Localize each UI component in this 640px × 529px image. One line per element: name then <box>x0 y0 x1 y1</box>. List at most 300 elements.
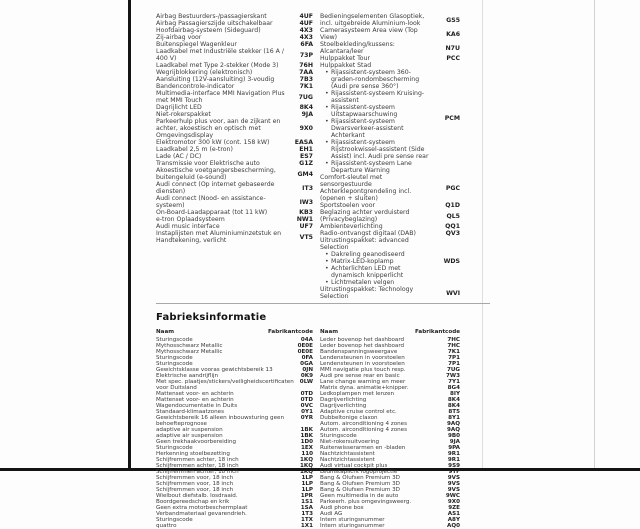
factory-item-name: Lendensteunen in voorstoelen <box>320 360 405 367</box>
equipment-item-body <box>156 34 291 41</box>
table-header-row <box>156 329 313 335</box>
factory-item-name: Dagrijverlichting <box>320 396 367 403</box>
factory-item-name: Lane change warning en meer <box>320 378 406 385</box>
equipment-item <box>156 104 313 111</box>
factory-item-name: Dagrijverlichting <box>320 402 367 409</box>
factory-item-name: Matrix dyna. animatie+knipper. <box>320 384 409 391</box>
equipment-item <box>156 146 313 153</box>
equipment-item-label: Transmissie voor Elektrische auto <box>156 160 260 167</box>
equipment-item-label: Beglazing achter verduisterd (Privacybeglazing) <box>320 209 410 223</box>
equipment-item-label: Audi connect (Nood- en assistance-systeem) <box>156 195 266 209</box>
factory-item-name: Sturingscode <box>320 432 357 439</box>
equipment-item <box>320 223 460 230</box>
equipment-item-body <box>156 223 291 230</box>
bullet-item: • Matrix-LED-koplamp <box>324 258 435 265</box>
factory-item-code: 0E0E <box>297 342 313 349</box>
equipment-item <box>156 13 313 20</box>
equipment-item-code: GM4 <box>297 170 313 178</box>
equipment-item-code: PGC <box>445 184 460 192</box>
factory-item-name: Autom. airconditioning 4 zones <box>320 426 408 433</box>
factory-item-code: 7K1 <box>447 348 460 355</box>
equipment-item-body <box>320 209 438 223</box>
factory-item-code: 9B0 <box>447 432 460 439</box>
factory-item-code: 1SA <box>300 504 313 511</box>
equipment-item-code: UF7 <box>299 223 313 230</box>
equipment-item-label: Stoelbekleding/kussens: Alcantara/leer <box>320 41 395 55</box>
equipment-item <box>156 139 313 146</box>
factory-item-name: Adaptive cruise control etc. <box>320 408 397 415</box>
factory-item-name: Met spec. plaatjes/stickers/veiligheidscertificaten voor Duitsland <box>156 378 294 391</box>
equipment-item <box>156 118 313 139</box>
factory-item-code: 0Y1 <box>301 408 313 415</box>
bullet-item: • Rijassistent-systeem Kruising-assistent <box>324 90 435 104</box>
equipment-item-label: Sportstoelen voor <box>320 202 376 209</box>
equipment-item <box>156 209 313 216</box>
factory-item-name: Leder bovenop het dashboard <box>320 342 405 349</box>
equipment-item-label: Bandencontrole-indicator <box>156 83 235 90</box>
equipment-item <box>320 209 460 223</box>
equipment-item-body <box>320 202 438 209</box>
factory-info-left-table <box>156 329 313 529</box>
bullet-item: • Lichtmetalen velgen <box>324 279 435 286</box>
equipment-sub-list <box>320 69 435 174</box>
equipment-item-body <box>156 153 291 160</box>
equipment-item-code: 4UF <box>299 13 313 20</box>
equipment-item-label: Audi connect (Op internet gebaseerde diensten) <box>156 181 275 195</box>
equipment-item-body <box>320 62 438 174</box>
factory-item-code: 7Y1 <box>448 378 460 385</box>
equipment-item-label: Laadkabel met Industriële stekker (16 A / 400 V) <box>156 48 284 62</box>
factory-item-code: 04A <box>300 336 313 343</box>
factory-item-name: Autom. airconditioning 4 zones <box>320 420 408 427</box>
equipment-item-label: Wegrijblokkering (elektronisch) <box>156 69 253 76</box>
section-divider <box>156 303 490 304</box>
factory-item-code: 9AQ <box>447 420 460 427</box>
factory-item-code: 9TF <box>448 468 460 475</box>
equipment-item-body <box>320 27 438 41</box>
equipment-item-body <box>320 237 438 286</box>
equipment-item <box>156 167 313 181</box>
factory-item-code: 9VS <box>447 474 460 481</box>
factory-item-name: Nachtzichtassistent <box>320 456 375 463</box>
factory-item-code: 8G4 <box>447 384 460 391</box>
factory-item-code: 0K9 <box>300 372 313 379</box>
equipment-item-code: KB3 <box>299 209 313 216</box>
factory-item-name: adaptive air suspension <box>156 432 223 439</box>
factory-item-code: 0GA <box>300 360 313 367</box>
factory-info-right-table <box>320 329 460 529</box>
factory-item-name: Audi virtual cockpit plus <box>320 462 388 469</box>
equipment-list <box>156 13 490 300</box>
equipment-item-label: Lade (AC / DC) <box>156 153 202 160</box>
factory-item-name: Bang & Olufsen Premium 3D <box>320 486 400 493</box>
equipment-item-code: 76H <box>299 62 313 69</box>
equipment-item-label: Comfort-sleutel met sensorgestuurde Achterklepontgrendeling incl. (openen + sluiten) <box>320 174 412 202</box>
factory-item-name: Bang & Olufsen Premium 3D <box>320 480 400 487</box>
equipment-item <box>156 83 313 90</box>
factory-item-name: Niet-rokersuitvoering <box>320 438 380 445</box>
factory-item-code: 1KQ <box>300 468 313 475</box>
equipment-item-code: WVI <box>446 289 460 297</box>
equipment-item-code: 4UF <box>299 20 313 27</box>
equipment-item-body <box>156 13 291 20</box>
equipment-item <box>156 195 313 209</box>
factory-item-name: Audi AG <box>320 510 343 517</box>
factory-item-code: 1EX <box>300 444 313 451</box>
equipment-item <box>156 223 313 230</box>
factory-item-code: 8K4 <box>447 396 460 403</box>
equipment-item-body <box>320 55 438 62</box>
equipment-item-code: QV3 <box>445 230 460 237</box>
factory-item-name: Schijfremmen voor, 18 inch <box>156 486 234 493</box>
equipment-item-label: Buitenspiegel Wagenkleur <box>156 41 237 48</box>
document-page <box>156 13 490 529</box>
page-left-edge <box>128 0 131 470</box>
factory-item-code: 7P1 <box>448 354 460 361</box>
factory-item-name: quattro <box>156 522 177 529</box>
equipment-item-body <box>156 41 291 48</box>
table-body <box>156 337 313 529</box>
equipment-item-body <box>320 41 438 55</box>
equipment-item <box>156 69 313 76</box>
factory-item-code: 7HC <box>447 336 460 343</box>
equipment-item-code: ES7 <box>300 153 313 160</box>
equipment-item-label: Instaplijsten met Aluminiuminzetstuk en Handtekening, verlicht <box>156 230 282 244</box>
code-column-header: Fabrikantcode <box>414 329 460 335</box>
factory-item-code: 110 <box>301 450 313 457</box>
factory-item-code: 1LP <box>301 474 313 481</box>
equipment-item-body <box>320 174 438 202</box>
factory-item-name: Sturingscode <box>156 516 193 523</box>
factory-item-name: Dubbeltonige claxon <box>320 414 378 421</box>
equipment-item <box>156 62 313 69</box>
equipment-item <box>320 237 460 286</box>
equipment-item-code: PCM <box>444 114 460 122</box>
factory-info-tables <box>156 329 490 529</box>
equipment-item-code: 9X0 <box>299 125 313 132</box>
factory-item-name: Sturingscode <box>156 444 193 451</box>
factory-item-name: Schijfremmen achter, 18 inch <box>156 456 239 463</box>
factory-item-code: 0JN <box>302 366 313 373</box>
equipment-item-body <box>156 20 291 27</box>
factory-item-name: Ruitenwisserarmen en -bladen <box>320 444 406 451</box>
equipment-item <box>156 181 313 195</box>
factory-item-code: 0E0E <box>297 348 313 355</box>
equipment-item <box>320 286 460 300</box>
factory-item-code: 1LP <box>301 486 313 493</box>
equipment-item-code: KA6 <box>446 30 460 38</box>
table-header-row <box>320 329 460 335</box>
equipment-item <box>320 27 460 41</box>
equipment-item-code: 4X3 <box>299 27 313 34</box>
factory-item-code: 1X1 <box>300 522 313 529</box>
equipment-item-label: Uitrustingspakket: advanced Selection <box>320 237 409 251</box>
factory-item-code: 1D0 <box>300 438 313 445</box>
equipment-item-code: 9JA <box>301 111 313 118</box>
equipment-item <box>156 76 313 83</box>
factory-item-name: Schijfremmen achter, 18 inch <box>156 468 239 475</box>
equipment-item-code: N7U <box>445 44 460 52</box>
factory-item-code: 8K4 <box>447 402 460 409</box>
equipment-item-label: e-tron Oplaadsysteem <box>156 216 225 223</box>
table-row <box>156 523 313 529</box>
equipment-item-code: IT3 <box>302 184 313 192</box>
factory-item-code: AQ0 <box>447 522 460 529</box>
equipment-item <box>156 90 313 104</box>
equipment-item-code: Q1D <box>445 202 460 209</box>
factory-item-name: MMI navigatie plus touch resp. <box>320 366 406 373</box>
factory-item-name: Ledkoplampen met lenzen <box>320 390 395 397</box>
equipment-item-body <box>156 90 291 104</box>
factory-item-name: Sturingscode <box>156 360 193 367</box>
equipment-item-code: 7AA <box>299 69 313 76</box>
table-body <box>320 337 460 529</box>
equipment-item-label: Hulppakket Stad <box>320 62 372 69</box>
equipment-item-body <box>320 13 438 27</box>
factory-item-code: 9X0 <box>447 498 460 505</box>
equipment-item-label: Radio-ontvangst digitaal (DAB) <box>320 230 416 237</box>
equipment-item-code: NW1 <box>296 216 313 223</box>
factory-item-name: Mattenset voor- en achterin <box>156 396 234 403</box>
factory-item-code: 9R1 <box>447 450 460 457</box>
equipment-item-code: WDS <box>443 258 460 265</box>
factory-item-name: Mattenset voor- en achterin <box>156 390 234 397</box>
bullet-item: • Dakreling geanodiseerd <box>324 251 435 258</box>
bullet-item: • Rijassistent-systeem Lane Departure Warning <box>324 160 435 174</box>
equipment-item-body <box>320 286 438 300</box>
equipment-item <box>156 230 313 244</box>
equipment-item-body <box>156 216 291 223</box>
factory-item-code: 9ZE <box>448 504 460 511</box>
equipment-item-label: Bedieningselementen Glasoptiek, incl. uitgebreide Aluminium-look <box>320 13 425 27</box>
factory-item-name: adaptive air suspension <box>156 426 223 433</box>
factory-item-code: 9R1 <box>447 456 460 463</box>
equipment-item-label: Zij-airbag voor <box>156 34 202 41</box>
scan-artifact-line-2 <box>594 0 595 468</box>
equipment-item-label: Aansluiting (12V-aansluiting) 3-voudig <box>156 76 275 83</box>
factory-item-code: 9PA <box>448 444 460 451</box>
factory-item-code: 0TD <box>300 396 313 403</box>
factory-item-code: 0YR <box>300 414 313 421</box>
equipment-item-body <box>156 230 291 244</box>
equipment-item <box>156 153 313 160</box>
equipment-item-label: Hulppakket Tour <box>320 55 371 62</box>
factory-item-name: Standaard-klimaatzones <box>156 408 224 415</box>
equipment-item-body <box>320 230 438 237</box>
factory-item-code: 1KQ <box>300 456 313 463</box>
equipment-item-code: IW3 <box>299 198 313 206</box>
equipment-item <box>156 34 313 41</box>
factory-item-code: 1T3 <box>301 510 313 517</box>
factory-item-name: Bandenspanningsweergave <box>320 348 398 355</box>
equipment-item <box>156 111 313 118</box>
factory-item-code: 7W3 <box>446 372 460 379</box>
factory-item-code: AS1 <box>447 510 460 517</box>
equipment-item-code: GS5 <box>446 16 460 24</box>
factory-item-name: Leder bovenop het dashboard <box>320 336 405 343</box>
equipment-item-body <box>156 48 291 62</box>
equipment-item-body <box>156 69 291 76</box>
factory-item-name: Geen multimedia in de auto <box>320 492 399 499</box>
factory-item-code: 9JA <box>449 438 460 445</box>
equipment-item-body <box>156 167 291 181</box>
equipment-item-body <box>156 181 291 195</box>
table-row <box>156 379 313 391</box>
equipment-item <box>156 27 313 34</box>
equipment-item <box>320 62 460 174</box>
equipment-item <box>320 202 460 209</box>
equipment-item-label: Multimedia-interface MMI Navigation Plus met MMI Touch <box>156 90 285 104</box>
factory-item-code: 1KQ <box>300 462 313 469</box>
factory-item-code: 9S9 <box>448 462 460 469</box>
bullet-item: • Achterlichten LED met dynamisch knipperlicht <box>324 265 435 279</box>
factory-item-name: Geen extra motorbeschermplaat <box>156 504 248 511</box>
factory-item-code: 7P1 <box>448 360 460 367</box>
equipment-item <box>320 55 460 62</box>
equipment-item <box>156 216 313 223</box>
factory-item-name: Herkenning stoelbezetting <box>156 450 230 457</box>
factory-item-name: Gewichtsbereik 16 alleen inbouwsturing geen behoefteprognose <box>156 414 285 427</box>
equipment-item-label: Camerasysteem Area view (Top View) <box>320 27 418 41</box>
factory-item-name: Wagendocumentatie in Duits <box>156 402 238 409</box>
equipment-item <box>320 230 460 237</box>
equipment-item-code: 8K4 <box>299 104 313 111</box>
equipment-item-body <box>156 83 291 90</box>
equipment-item <box>156 160 313 167</box>
bullet-item: • Rijassistent-systeem Dwarsverkeer-assistent Achterkant <box>324 118 435 139</box>
equipment-item-body <box>156 104 291 111</box>
factory-item-name: Intern sturingsnummer <box>320 522 385 529</box>
table-row <box>156 415 313 427</box>
equipment-item-body <box>156 76 291 83</box>
factory-item-code: 0LW <box>299 378 313 385</box>
equipment-item <box>320 13 460 27</box>
factory-info-title: Fabrieksinformatie <box>156 312 267 323</box>
factory-item-name: Schijfremmen achter, 18 inch <box>156 462 239 469</box>
equipment-item-code: 4X3 <box>299 34 313 41</box>
equipment-item-body <box>156 139 291 146</box>
factory-item-code: 0TD <box>300 390 313 397</box>
equipment-item-label: On-Board-Laadapparaat (tot 11 kW) <box>156 209 268 216</box>
equipment-item-code: EASA <box>294 139 313 146</box>
equipment-item-code: 6FA <box>300 41 313 48</box>
factory-item-code: 9VS <box>447 480 460 487</box>
equipment-list-left-column <box>156 13 313 300</box>
factory-item-code: 8Y1 <box>448 414 460 421</box>
equipment-item-body <box>156 209 291 216</box>
equipment-item-label: Niet-rokerspakket <box>156 111 211 118</box>
name-column-header: Naam <box>156 329 175 335</box>
equipment-item-code: 7B3 <box>299 76 313 83</box>
factory-item-name: Parkeerh. plus omgevingsweerg. <box>320 498 412 505</box>
equipment-sub-list <box>320 251 435 286</box>
factory-item-code: 1BK <box>300 426 313 433</box>
factory-item-code: 7UG <box>446 366 460 373</box>
equipment-item-label: Uitrustingspakket: Technology Selection <box>320 286 414 300</box>
name-column-header: Naam <box>320 329 339 335</box>
equipment-item-label: Akoestische voetgangersbescherming, buitengeluid (e-sound) <box>156 167 276 181</box>
factory-item-name: Wielbout diefstalb. losdraaid. <box>156 492 238 499</box>
equipment-item <box>156 41 313 48</box>
factory-item-code: 8T5 <box>448 408 460 415</box>
equipment-item-code: QL5 <box>446 212 460 220</box>
factory-item-name: Nachtzichtassistent <box>320 450 375 457</box>
equipment-item-code: QQ1 <box>445 223 460 230</box>
equipment-item-label: Audi music interface <box>156 223 220 230</box>
equipment-item-code: EH1 <box>299 146 313 153</box>
equipment-item-body <box>156 27 291 34</box>
factory-item-code: 1BK <box>300 432 313 439</box>
equipment-item <box>156 20 313 27</box>
factory-item-name: Sturingscode <box>156 336 193 343</box>
equipment-item-code: PCC <box>446 55 460 62</box>
factory-item-name: Audi phone box <box>320 504 364 511</box>
factory-item-name: Geen trekhaakvoorbereiding <box>156 438 237 445</box>
factory-item-code: 8IY <box>449 390 460 397</box>
equipment-item-body <box>156 62 291 69</box>
factory-item-code: 0FA <box>301 354 313 361</box>
equipment-list-right-column <box>320 13 460 300</box>
equipment-item <box>320 41 460 55</box>
factory-item-code: 9AQ <box>447 426 460 433</box>
factory-item-name: Ledinstaplicht logoprojectie <box>320 468 398 475</box>
equipment-item-body <box>320 223 438 230</box>
factory-item-name: Audi pre sense rear en basic <box>320 372 400 379</box>
factory-item-code: 7HC <box>447 342 460 349</box>
equipment-item-code: 73P <box>299 51 313 59</box>
factory-item-code: 9WC <box>445 492 460 499</box>
equipment-item-body <box>156 118 291 139</box>
factory-item-name: Elektrische aandrijflijn <box>156 372 219 379</box>
factory-item-code: 1LP <box>301 480 313 487</box>
factory-item-name: Lendensteunen in voorstoelen <box>320 354 405 361</box>
equipment-item <box>156 48 313 62</box>
factory-item-name: Schijfremmen voor, 18 inch <box>156 480 234 487</box>
factory-item-code: 1S1 <box>301 498 313 505</box>
equipment-item-label: Elektromotor 300 kW (cont. 158 kW) <box>156 139 270 146</box>
factory-item-code: 1TX <box>300 516 313 523</box>
factory-item-name: Boordgereedschap en krik <box>156 498 230 505</box>
code-column-header: Fabrikantcode <box>267 329 313 335</box>
equipment-item-body <box>156 146 291 153</box>
equipment-item-label: Hoofdairbag-systeem (Sideguard) <box>156 27 261 34</box>
factory-item-name: Mythosschwarz Metallic <box>156 348 223 355</box>
bullet-item: • Rijassistent-systeem Rijstrookwissel-assistent (Side Assist) incl. Audi pre sense rear <box>324 139 435 160</box>
factory-item-name: Intern sturingsnummer <box>320 516 385 523</box>
equipment-item-body <box>156 195 291 209</box>
factory-item-code: 0VC <box>300 402 313 409</box>
equipment-item-label: Airbag Passagierszijde uitschakelbaar <box>156 20 273 27</box>
equipment-item-label: Ambienteverlichting <box>320 223 383 230</box>
equipment-item-label: Laadkabel 2,5 m (e-tron) <box>156 146 233 153</box>
bullet-item: • Rijassistent-systeem 360-graden-rondombescherming (Audi pre sense 360°) <box>324 69 435 90</box>
equipment-item-label: Dagrijlicht LED <box>156 104 202 111</box>
factory-item-name: Schijfremmen voor, 18 inch <box>156 474 234 481</box>
factory-item-name: Gewichtsklasse vooras gewichtsbereik 13 <box>156 366 273 373</box>
table-row <box>320 523 460 529</box>
factory-item-name: Bang & Olufsen Premium 3D <box>320 474 400 481</box>
equipment-item-body <box>156 111 291 118</box>
factory-item-name: Mythosschwarz Metallic <box>156 342 223 349</box>
factory-item-code: 1PR <box>300 492 313 499</box>
equipment-item-label: Laadkabel met Type 2-stekker (Mode 3) <box>156 62 279 69</box>
bullet-item: • Rijassistent-systeem Uitstapwaarschuwing <box>324 104 435 118</box>
equipment-item-body <box>156 160 291 167</box>
equipment-item-label: Parkeerhulp plus voor, aan de zijkant en achter, akoestisch en optisch met Omgevingsdisplay <box>156 118 281 139</box>
factory-item-name: Sturingscode <box>156 354 193 361</box>
equipment-item <box>320 174 460 202</box>
factory-item-name: Verbandmateriaal gevarendrieh. <box>156 510 247 517</box>
